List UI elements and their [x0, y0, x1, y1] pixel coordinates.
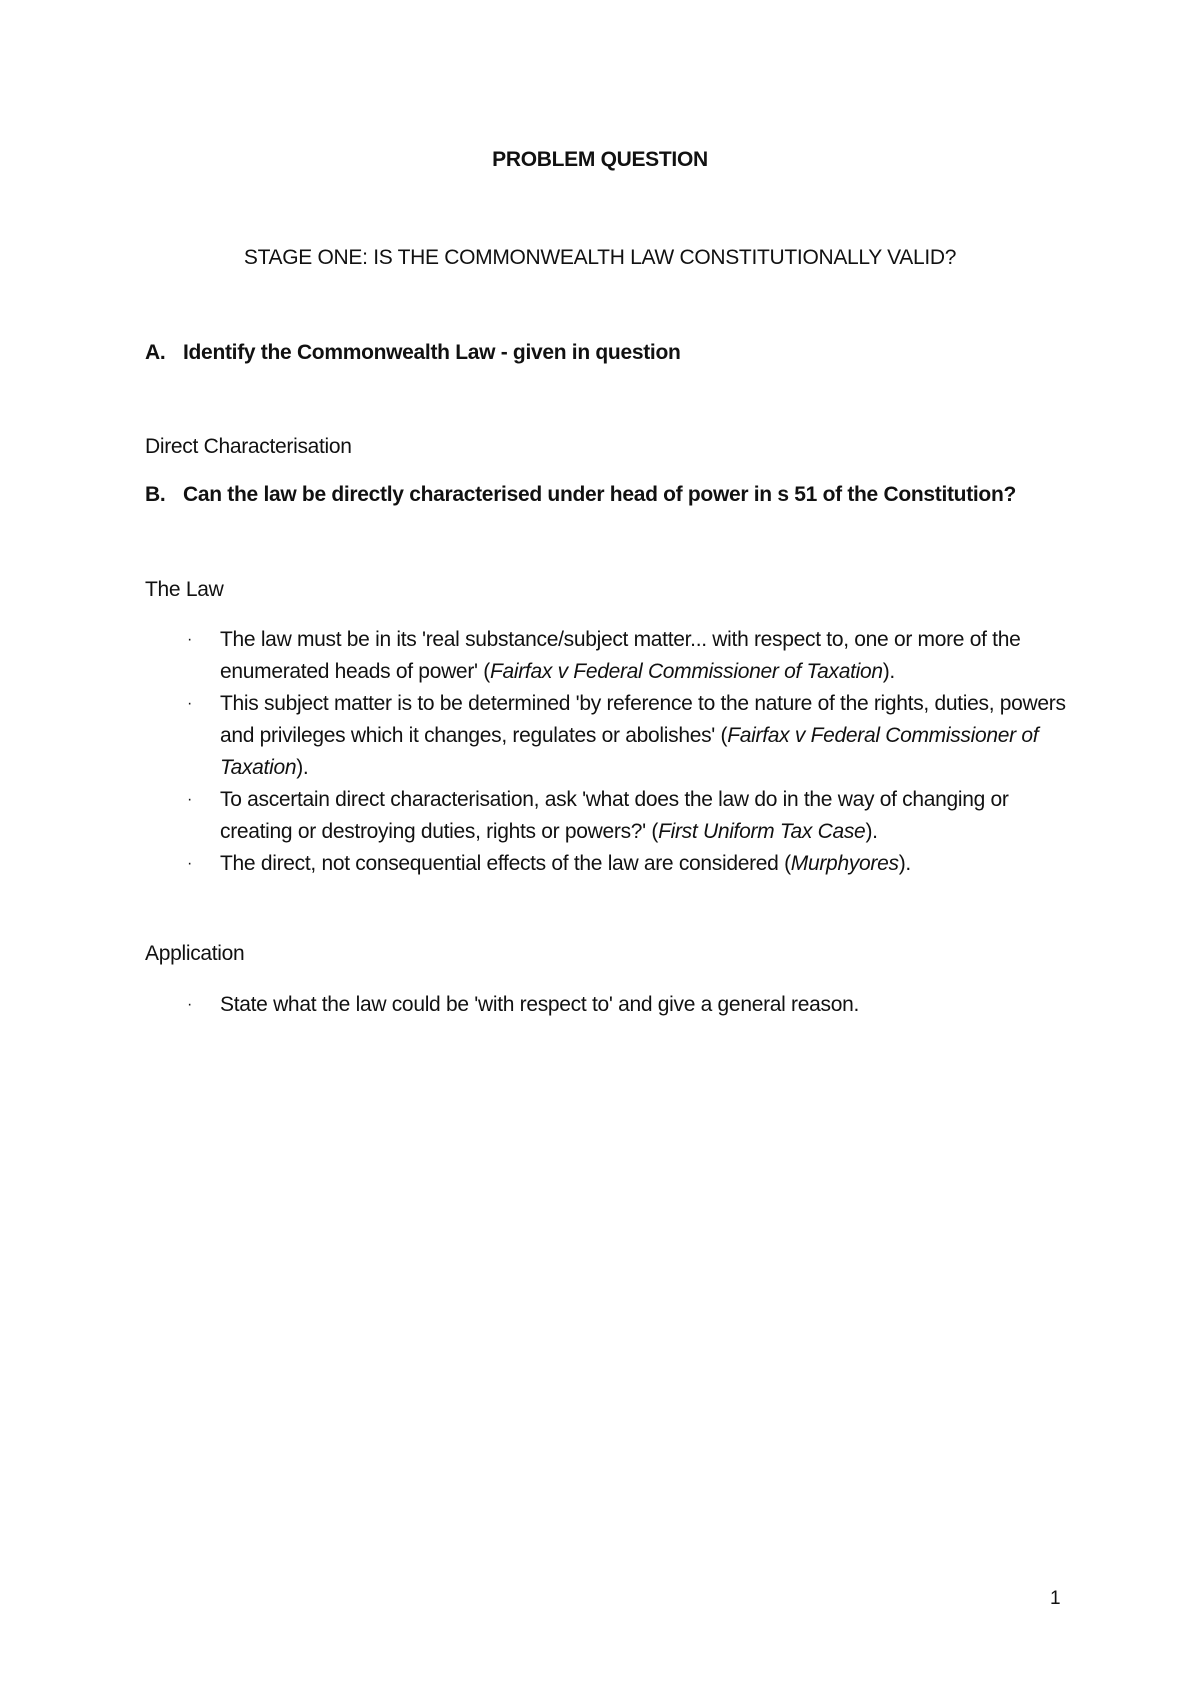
bullet-text: The law must be in its 'real substance/subject matter... with respect to, one or more of the enumerated heads of power' ( [220, 628, 1021, 683]
bullet-text: The direct, not consequential effects of the law are considered ( [220, 852, 791, 875]
bullet-icon: · [187, 631, 193, 648]
bullet-text-end: ). [296, 756, 309, 779]
case-citation: First Uniform Tax Case [658, 820, 866, 843]
question-b-text: Can the law be directly characterised under head of power in s 51 of the Constitution? [183, 483, 1017, 506]
subheading-direct-characterisation: Direct Characterisation [145, 435, 352, 458]
bullet-icon: · [187, 791, 193, 808]
question-a-letter: A. [145, 341, 166, 364]
list-item [145, 624, 1075, 688]
bullet-icon: · [187, 855, 193, 872]
question-a-heading [145, 341, 681, 365]
question-b-heading [145, 483, 1016, 507]
case-citation: Fairfax v Federal Commissioner of Taxation [489, 660, 883, 683]
bullet-icon: · [187, 695, 193, 712]
list-item [145, 688, 1075, 784]
bullet-icon: · [187, 996, 193, 1013]
application-bullet-list [145, 989, 1075, 1021]
bullet-text-end: ). [865, 820, 878, 843]
subheading-the-law: The Law [145, 578, 224, 601]
bullet-text-end: ). [882, 660, 895, 683]
question-a-text: Identify the Commonwealth Law - given in question [183, 341, 681, 364]
page-number: 1 [1050, 1588, 1061, 1609]
case-citation: Murphyores [790, 852, 899, 875]
list-item [145, 848, 1075, 880]
case-citation: Fairfax v Federal Commissioner of Taxation [220, 724, 1039, 779]
subheading-application: Application [145, 942, 245, 965]
bullet-text: To ascertain direct characterisation, ask 'what does the law do in the way of changing or creating or destroying duties, rights or powers?' ( [220, 788, 1009, 843]
document-title: PROBLEM QUESTION [492, 148, 708, 171]
bullet-text: This subject matter is to be determined 'by reference to the nature of the rights, duties, powers and privileges which it changes, regulates or abolishes' ( [220, 692, 1066, 747]
bullet-text: State what the law could be 'with respect to' and give a general reason. [220, 993, 859, 1016]
law-bullet-list [145, 624, 1075, 880]
stage-title: STAGE ONE: IS THE COMMONWEALTH LAW CONSTITUTIONALLY VALID? [243, 246, 957, 269]
list-item [145, 784, 1075, 848]
bullet-text-end: ). [898, 852, 911, 875]
question-b-letter: B. [145, 483, 166, 506]
list-item [145, 989, 1075, 1021]
